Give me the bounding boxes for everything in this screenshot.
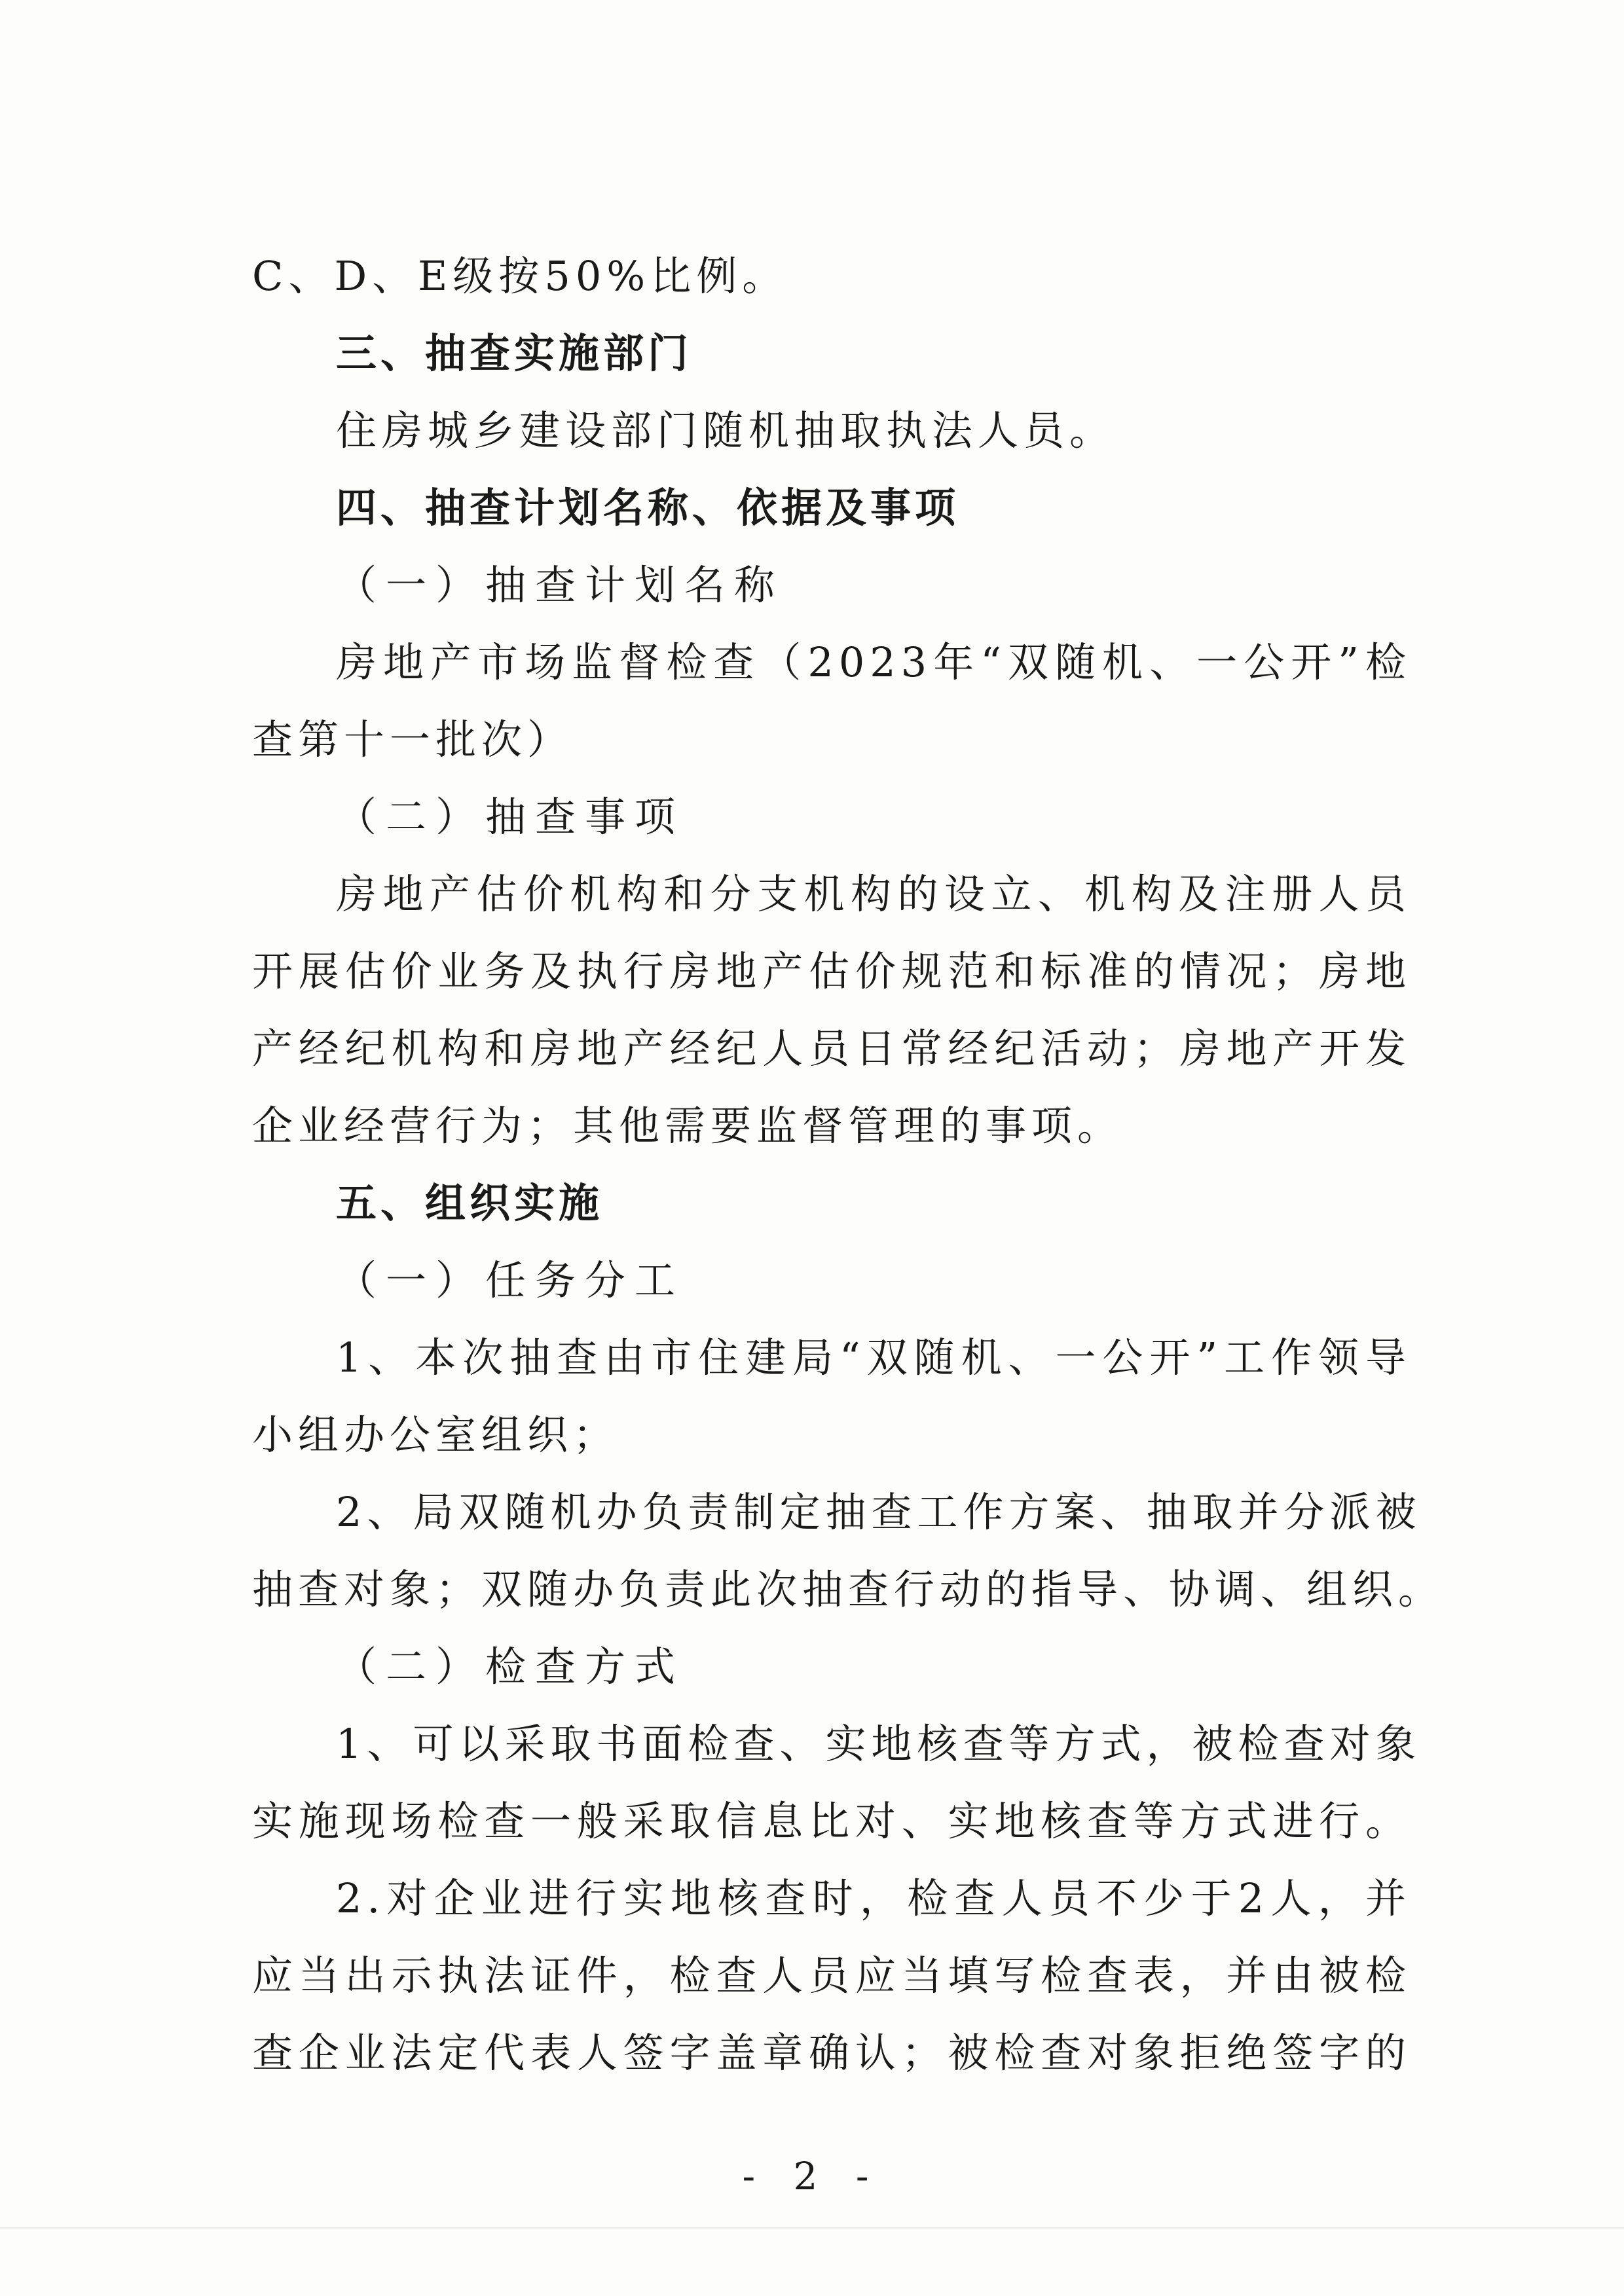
section-heading-3: 三、抽查实施部门 — [336, 329, 693, 377]
scan-edge-line — [0, 2227, 1624, 2229]
paragraph-line: 抽查对象；双随办负责此次抽查行动的指导、协调、组织。 — [252, 1565, 1445, 1613]
paragraph-line: 实施现场检查一般采取信息比对、实地核查等方式进行。 — [252, 1797, 1411, 1845]
paragraph-line: 房地产估价机构和分支机构的设立、机构及注册人员 — [336, 870, 1411, 918]
paragraph-line: 企业经营行为；其他需要监督管理的事项。 — [252, 1102, 1124, 1150]
paragraph-line: 查企业法定代表人签字盖章确认；被检查对象拒绝签字的 — [252, 2029, 1411, 2077]
paragraph-line: 2.对企业进行实地核查时，检查人员不少于2人，并 — [336, 1874, 1411, 1922]
paragraph-line: 住房城乡建设部门随机抽取执法人员。 — [336, 407, 1116, 454]
paragraph-line: 1、可以采取书面检查、实地核查等方式，被检查对象 — [336, 1720, 1422, 1768]
page-number: - 2 - — [742, 2154, 882, 2198]
subsection-heading: （一）抽查计划名称 — [336, 561, 784, 609]
paragraph-line: 应当出示执法证件，检查人员应当填写检查表，并由被检 — [252, 1952, 1411, 1999]
section-heading-4: 四、抽查计划名称、依据及事项 — [336, 484, 960, 532]
paragraph-line: 开展估价业务及执行房地产估价规范和标准的情况；房地 — [252, 947, 1411, 995]
paragraph-line: 产经纪机构和房地产经纪人员日常经纪活动；房地产开发 — [252, 1025, 1411, 1072]
body-text — [252, 238, 1445, 2092]
paragraph-line: C、D、E级按50%比例。 — [252, 252, 788, 300]
section-heading-5: 五、组织实施 — [336, 1179, 604, 1227]
paragraph-line: 2、局双随机办负责制定抽查工作方案、抽取并分派被 — [336, 1488, 1422, 1536]
subsection-heading: （二）检查方式 — [336, 1643, 685, 1690]
paragraph-line: 小组办公室组织； — [252, 1411, 619, 1459]
paragraph-line: 房地产市场监督检查（2023年“双随机、一公开”检 — [336, 638, 1411, 686]
paragraph-line: 1、本次抽查由市住建局“双随机、一公开”工作领导 — [336, 1334, 1411, 1381]
subsection-heading: （一）任务分工 — [336, 1256, 685, 1304]
subsection-heading: （二）抽查事项 — [336, 793, 685, 841]
paragraph-line: 查第十一批次） — [252, 716, 574, 763]
